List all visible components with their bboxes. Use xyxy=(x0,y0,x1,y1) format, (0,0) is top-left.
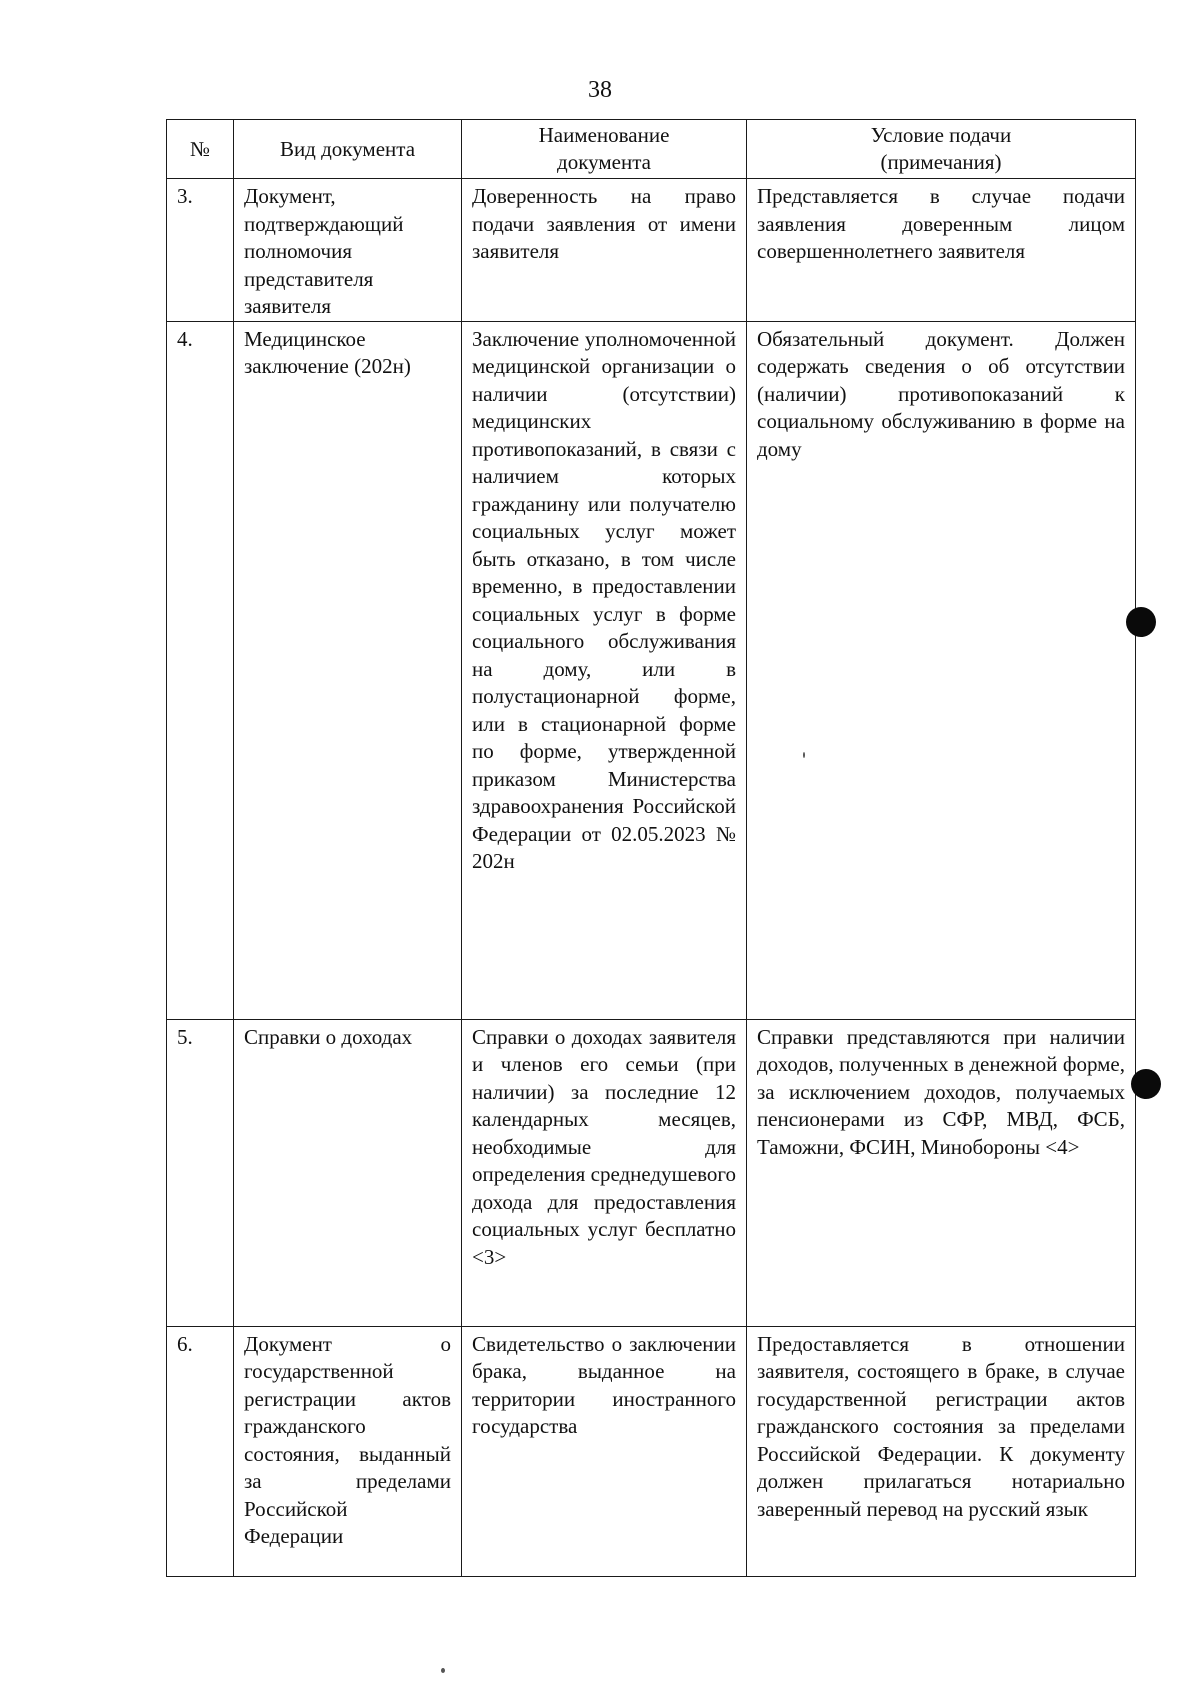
documents-table xyxy=(166,119,1136,1577)
header-doc-name: Наименование документа xyxy=(462,120,747,179)
row-condition: Предоставляется в отношении заявителя, состоящего в браке, в случае государственной регистрации актов гражданского состояния за пределами Российской Федерации. К документу должен прилагаться нотариально заверенный перевод на русский язык xyxy=(747,1326,1136,1576)
table-header-row xyxy=(167,120,1136,179)
row-doc-name: Свидетельство о заключении брака, выданное на территории иностранного государства xyxy=(462,1326,747,1576)
row-number: 6. xyxy=(167,1326,234,1576)
row-doc-type: Документ, подтверждающий полномочия представителя заявителя xyxy=(234,179,462,322)
row-doc-type: Медицинское заключение (202н) xyxy=(234,321,462,1019)
page-number: 38 xyxy=(588,77,612,103)
header-num: № xyxy=(167,120,234,179)
punch-hole-mark xyxy=(1126,607,1156,637)
row-number: 5. xyxy=(167,1019,234,1326)
row-number: 4. xyxy=(167,321,234,1019)
table-row xyxy=(167,179,1136,322)
table-row xyxy=(167,1019,1136,1326)
header-doc-type: Вид документа xyxy=(234,120,462,179)
punch-hole-mark xyxy=(1131,1069,1161,1099)
header-condition: Условие подачи (примечания) xyxy=(747,120,1136,179)
row-condition: Справки представляются при наличии доходов, полученных в денежной форме, за исключением доходов, получаемых пенсионерами из СФР, МВД, ФСБ, Таможни, ФСИН, Минобороны <4> xyxy=(747,1019,1136,1326)
row-doc-name: Заключение уполномоченной медицинской организации о наличии (отсутствии) медицинских противопоказаний, в связи с наличием которых гражданину или получателю социальных услуг может быть отказано, в том числе временно, в предоставлении социальных услуг в форме социального обслуживания на дому, или в полустационарной форме, или в стационарной форме по форме, утвержденной приказом Министерства здравоохранения Российской Федерации от 02.05.2023 № 202н xyxy=(462,321,747,1019)
scan-speck xyxy=(441,1668,445,1673)
row-doc-name: Справки о доходах заявителя и членов его семьи (при наличии) за последние 12 календарных месяцев, необходимые для определения среднедушевого дохода для предоставления социальных услуг бесплатно <3> xyxy=(462,1019,747,1326)
table-row xyxy=(167,321,1136,1019)
table-row xyxy=(167,1326,1136,1576)
row-number: 3. xyxy=(167,179,234,322)
row-doc-type: Справки о доходах xyxy=(234,1019,462,1326)
row-doc-name: Доверенность на право подачи заявления от имени заявителя xyxy=(462,179,747,322)
scan-speck xyxy=(803,752,805,758)
row-condition: Представляется в случае подачи заявления доверенным лицом совершеннолетнего заявителя xyxy=(747,179,1136,322)
row-condition: Обязательный документ. Должен содержать сведения о об отсутствии (наличии) противопоказаний к социальному обслуживанию в форме на дому xyxy=(747,321,1136,1019)
row-doc-type: Документ о государственной регистрации актов гражданского состояния, выданный за пределами Российской Федерации xyxy=(234,1326,462,1576)
